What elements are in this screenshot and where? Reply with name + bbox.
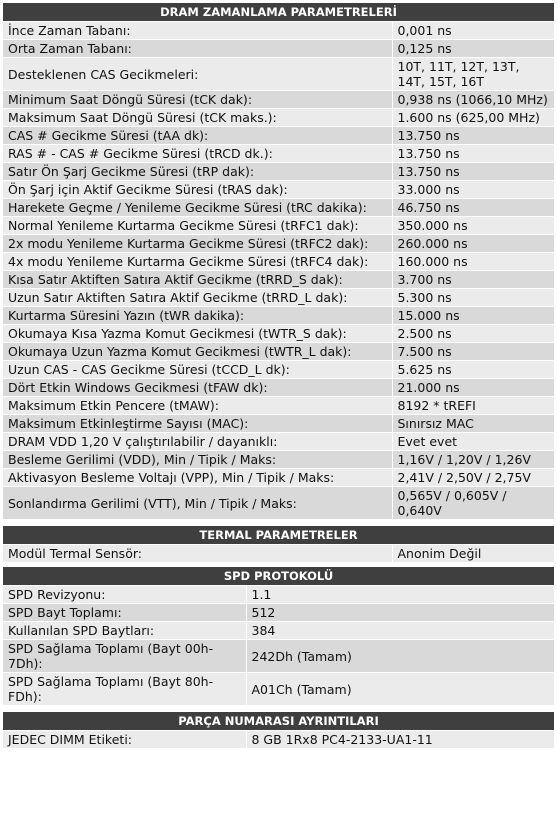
row-label: SPD Sağlama Toplamı (Bayt 80h-FDh):	[3, 673, 246, 706]
row-label: 4x modu Yenileme Kurtarma Gecikme Süresi (tRFC4 dak):	[3, 253, 392, 271]
part-number-table	[3, 731, 555, 749]
row-label: SPD Bayt Toplamı:	[3, 604, 246, 622]
row-value: 3.700 ns	[392, 271, 554, 289]
row-label: Aktivasyon Besleme Voltajı (VPP), Min / Tipik / Maks:	[3, 469, 392, 487]
table-row	[3, 109, 554, 127]
table-row	[3, 433, 554, 451]
row-value: 1.600 ns (625,00 MHz)	[392, 109, 554, 127]
section-header: DRAM ZAMANLAMA PARAMETRELERİ	[3, 3, 554, 22]
row-value: 5.625 ns	[392, 361, 554, 379]
section-thermal	[3, 526, 554, 563]
row-value: 260.000 ns	[392, 235, 554, 253]
table-row	[3, 545, 554, 563]
row-label: Besleme Gerilimi (VDD), Min / Tipik / Maks:	[3, 451, 392, 469]
row-label: 2x modu Yenileme Kurtarma Gecikme Süresi (tRFC2 dak):	[3, 235, 392, 253]
row-label: Maksimum Etkinleştirme Sayısı (MAC):	[3, 415, 392, 433]
table-row	[3, 361, 554, 379]
table-row	[3, 40, 554, 58]
row-value: 21.000 ns	[392, 379, 554, 397]
row-value: 160.000 ns	[392, 253, 554, 271]
row-value: 13.750 ns	[392, 127, 554, 145]
row-value: 0,125 ns	[392, 40, 554, 58]
dram-timing-table	[3, 22, 555, 520]
row-value: 46.750 ns	[392, 199, 554, 217]
table-row	[3, 343, 554, 361]
row-label: Ön Şarj için Aktif Gecikme Süresi (tRAS dak):	[3, 181, 392, 199]
row-value: 242Dh (Tamam)	[246, 640, 554, 673]
row-value: Sınırsız MAC	[392, 415, 554, 433]
table-row	[3, 163, 554, 181]
table-row	[3, 640, 554, 673]
table-row	[3, 22, 554, 40]
spd-report	[3, 3, 554, 749]
row-label: Kurtarma Süresini Yazın (tWR dakika):	[3, 307, 392, 325]
row-value: 15.000 ns	[392, 307, 554, 325]
table-row	[3, 469, 554, 487]
row-label: Dört Etkin Windows Gecikmesi (tFAW dk):	[3, 379, 392, 397]
table-row	[3, 451, 554, 469]
row-label: DRAM VDD 1,20 V çalıştırılabilir / dayanıklı:	[3, 433, 392, 451]
table-row	[3, 307, 554, 325]
table-row	[3, 325, 554, 343]
table-row	[3, 253, 554, 271]
row-value: 8 GB 1Rx8 PC4-2133-UA1-11	[246, 731, 554, 749]
row-label: Okumaya Kısa Yazma Komut Gecikmesi (tWTR_S dak):	[3, 325, 392, 343]
row-value: 13.750 ns	[392, 163, 554, 181]
row-value: 384	[246, 622, 554, 640]
row-label: Orta Zaman Tabanı:	[3, 40, 392, 58]
row-label: JEDEC DIMM Etiketi:	[3, 731, 246, 749]
row-label: Sonlandırma Gerilimi (VTT), Min / Tipik / Maks:	[3, 487, 392, 520]
spd-table	[3, 586, 555, 706]
row-label: SPD Revizyonu:	[3, 586, 246, 604]
table-row	[3, 289, 554, 307]
section-part-number	[3, 712, 554, 749]
table-row	[3, 127, 554, 145]
table-row	[3, 731, 554, 749]
row-value: Anonim Değil	[392, 545, 554, 563]
row-label: Uzun Satır Aktiften Satıra Aktif Gecikme (tRRD_L dak):	[3, 289, 392, 307]
table-row	[3, 91, 554, 109]
table-row	[3, 397, 554, 415]
row-value: 10T, 11T, 12T, 13T, 14T, 15T, 16T	[392, 58, 554, 91]
table-row	[3, 586, 554, 604]
row-label: Normal Yenileme Kurtarma Gecikme Süresi (tRFC1 dak):	[3, 217, 392, 235]
row-value: 1,16V / 1,20V / 1,26V	[392, 451, 554, 469]
table-row	[3, 604, 554, 622]
table-row	[3, 217, 554, 235]
table-row	[3, 379, 554, 397]
table-row	[3, 673, 554, 706]
row-value: 1.1	[246, 586, 554, 604]
row-value: 350.000 ns	[392, 217, 554, 235]
row-label: Maksimum Saat Döngü Süresi (tCK maks.):	[3, 109, 392, 127]
row-value: Evet evet	[392, 433, 554, 451]
row-label: Desteklenen CAS Gecikmeleri:	[3, 58, 392, 91]
row-label: Satır Ön Şarj Gecikme Süresi (tRP dak):	[3, 163, 392, 181]
row-value: 33.000 ns	[392, 181, 554, 199]
section-dram-timing	[3, 3, 554, 520]
row-label: Kullanılan SPD Baytları:	[3, 622, 246, 640]
row-value: 0,565V / 0,605V / 0,640V	[392, 487, 554, 520]
row-value: A01Ch (Tamam)	[246, 673, 554, 706]
row-label: Harekete Geçme / Yenileme Gecikme Süresi (tRC dakika):	[3, 199, 392, 217]
row-value: 5.300 ns	[392, 289, 554, 307]
row-value: 7.500 ns	[392, 343, 554, 361]
row-label: Kısa Satır Aktiften Satıra Aktif Gecikme (tRRD_S dak):	[3, 271, 392, 289]
row-label: Maksimum Etkin Pencere (tMAW):	[3, 397, 392, 415]
row-label: Okumaya Uzun Yazma Komut Gecikmesi (tWTR_L dak):	[3, 343, 392, 361]
row-value: 512	[246, 604, 554, 622]
section-header: PARÇA NUMARASI AYRINTILARI	[3, 712, 554, 731]
table-row	[3, 622, 554, 640]
row-value: 13.750 ns	[392, 145, 554, 163]
table-row	[3, 58, 554, 91]
row-value: 0,938 ns (1066,10 MHz)	[392, 91, 554, 109]
table-row	[3, 415, 554, 433]
row-value: 8192 * tREFI	[392, 397, 554, 415]
row-label: Minimum Saat Döngü Süresi (tCK dak):	[3, 91, 392, 109]
table-row	[3, 235, 554, 253]
thermal-table	[3, 545, 555, 563]
section-spd	[3, 567, 554, 706]
table-row	[3, 487, 554, 520]
section-header: SPD PROTOKOLÜ	[3, 567, 554, 586]
row-value: 2,41V / 2,50V / 2,75V	[392, 469, 554, 487]
row-label: İnce Zaman Tabanı:	[3, 22, 392, 40]
row-value: 0,001 ns	[392, 22, 554, 40]
row-label: CAS # Gecikme Süresi (tAA dk):	[3, 127, 392, 145]
row-label: RAS # - CAS # Gecikme Süresi (tRCD dk.):	[3, 145, 392, 163]
row-value: 2.500 ns	[392, 325, 554, 343]
section-header: TERMAL PARAMETRELER	[3, 526, 554, 545]
table-row	[3, 199, 554, 217]
table-row	[3, 271, 554, 289]
row-label: Uzun CAS - CAS Gecikme Süresi (tCCD_L dk):	[3, 361, 392, 379]
row-label: SPD Sağlama Toplamı (Bayt 00h-7Dh):	[3, 640, 246, 673]
row-label: Modül Termal Sensör:	[3, 545, 392, 563]
table-row	[3, 145, 554, 163]
table-row	[3, 181, 554, 199]
